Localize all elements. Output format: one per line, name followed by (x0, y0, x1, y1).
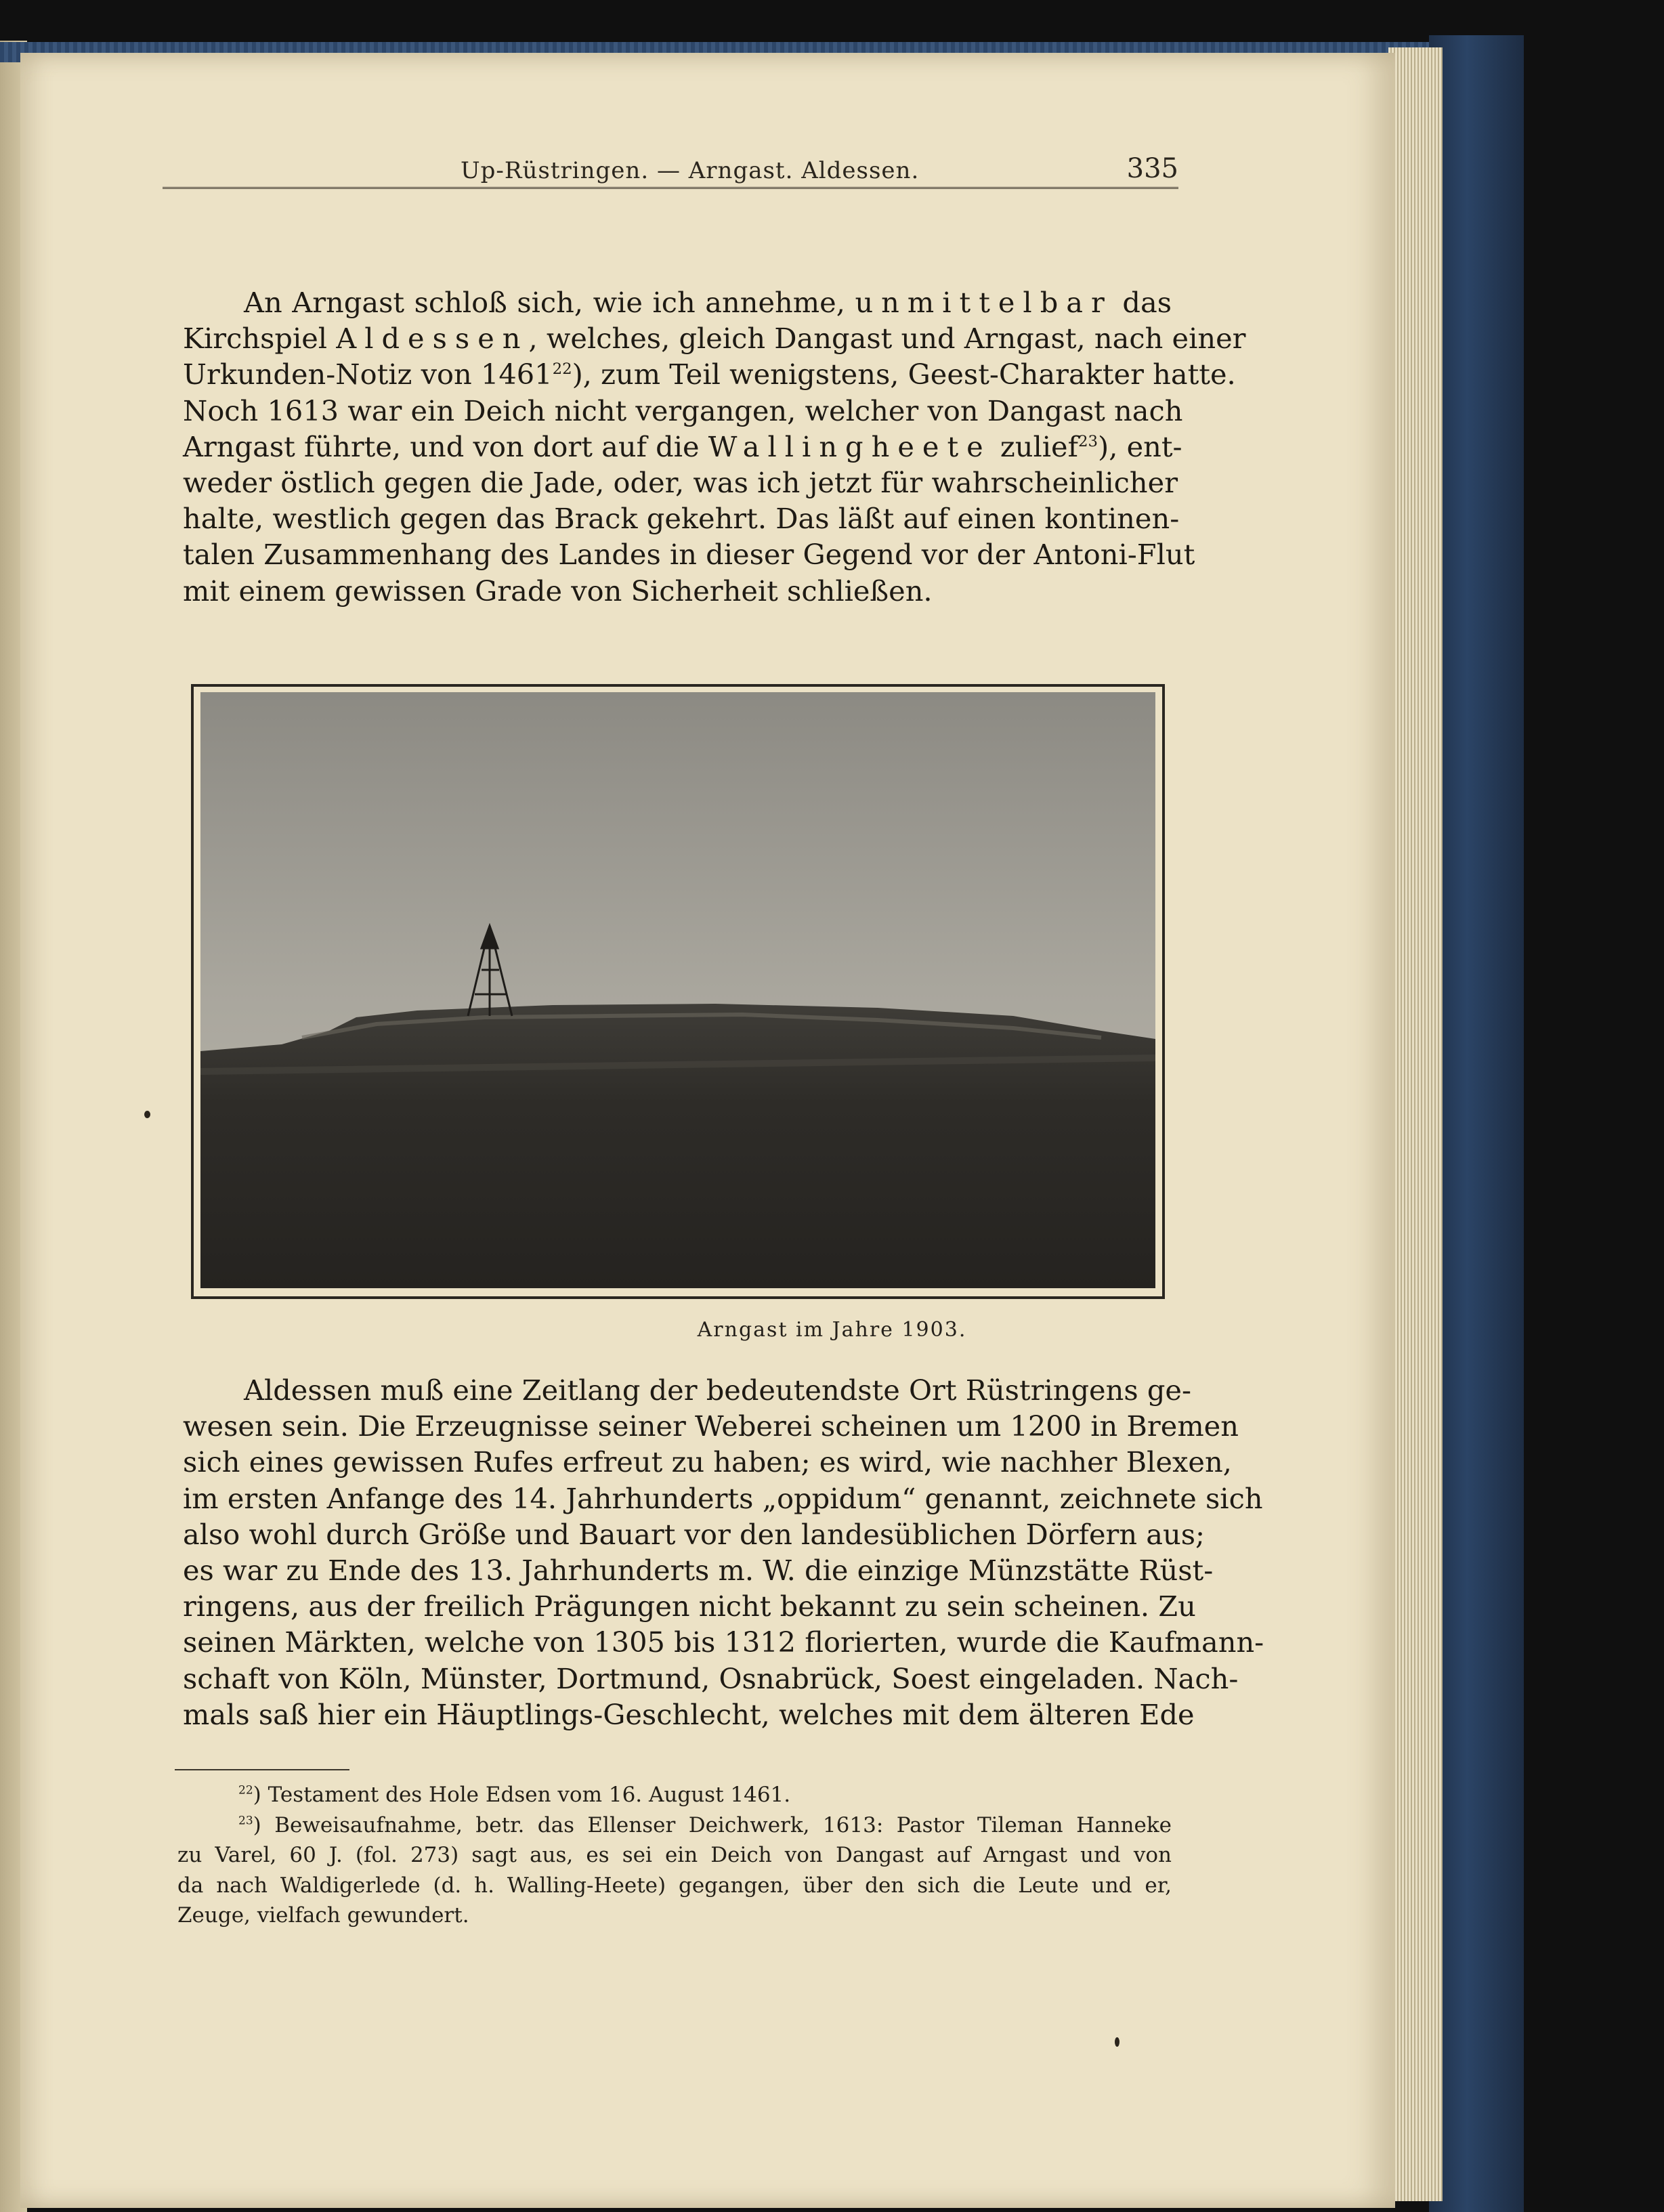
text-line: es war zu Ende des 13. Jahrhunderts m. W. die einzige Münzstätte Rüst- (183, 1554, 1214, 1588)
page-speck (144, 1111, 150, 1118)
paragraph-2 (183, 1372, 1264, 1732)
text-line: seinen Märkten, welche von 1305 bis 1312 florierten, wurde die Kaufmann- (183, 1625, 1264, 1659)
text-line: Aldessen muß eine Zeitlang der bedeutendste Ort Rüstringens ge- (244, 1374, 1191, 1407)
text-line: Noch 1613 war ein Deich nicht vergangen, welcher von Dangast nach (183, 394, 1183, 427)
page-speck (1115, 2037, 1119, 2047)
text-line: Kirchspiel Aldessen, welches, gleich Dangast und Arngast, nach einer (183, 322, 1246, 356)
footnote-23-line: da nach Waldigerlede (d. h. Walling-Heete) gegangen, über den sich die Leute und er, (177, 1873, 1172, 1898)
footnote-23: $^{23}$) Beweisaufnahme, betr. das Ellenser Deichwerk, 1613: Pastor Tileman Hanneke (238, 1812, 1172, 1837)
spaced-emphasis: Wallingheete (708, 429, 991, 463)
text-line: also wohl durch Größe und Bauart vor den landesüblichen Dörfern aus; (183, 1517, 1206, 1551)
footnote-ref-23: 23 (1078, 432, 1098, 450)
footnotes (177, 1780, 1172, 1931)
spaced-emphasis: Aldessen (336, 322, 529, 356)
text-line: mit einem gewissen Grade von Sicherheit schließen. (183, 574, 933, 608)
island-mound (200, 1004, 1155, 1288)
page-number: 335 (1126, 153, 1178, 184)
text-line: Urkunden-Notiz von 1461$^{22}$), zum Teil wenigstens, Geest-Charakter hatte. (183, 358, 1236, 391)
spaced-emphasis: unmittelbar (855, 286, 1113, 319)
text-line: im ersten Anfange des 14. Jahrhunderts „oppidum“ genannt, zeichnete sich (183, 1481, 1263, 1515)
running-head (163, 153, 1178, 189)
paragraph-1 (183, 284, 1246, 609)
text-line: wesen sein. Die Erzeugnisse seiner Weberei scheinen um 1200 in Bremen (183, 1409, 1239, 1443)
photo-figure (191, 684, 1165, 1299)
photo-arngast (200, 692, 1155, 1288)
text-line: mals saß hier ein Häuptlings-Geschlecht, welches mit dem älteren Ede (183, 1697, 1195, 1731)
footnote-23-line: Zeuge, vielfach gewundert. (177, 1903, 469, 1928)
book-cover-right (1429, 35, 1524, 2212)
text-line: ringens, aus der freilich Prägungen nicht bekannt zu sein scheinen. Zu (183, 1590, 1196, 1623)
text-line: An Arngast schloß sich, wie ich annehme, unmittelbar das (244, 286, 1172, 319)
text-line: Arngast führte, und von dort auf die Wallingheete zulief$^{23}$), ent- (183, 429, 1182, 463)
text-line: weder östlich gegen die Jade, oder, was ich jetzt für wahrscheinlicher (183, 466, 1178, 500)
figure-caption: Arngast im Jahre 1903. (697, 1318, 967, 1342)
running-head-title: Up-Rüstringen. — Arngast. Aldessen. (461, 157, 920, 184)
text-line: schaft von Köln, Münster, Dortmund, Osnabrück, Soest eingeladen. Nach- (183, 1661, 1239, 1695)
page-edges (1388, 47, 1443, 2201)
footnote-ref-22: 22 (552, 360, 572, 379)
footnote-separator (175, 1769, 349, 1770)
footnote-22: $^{22}$) Testament des Hole Edsen vom 16. August 1461. (238, 1783, 791, 1807)
text-line: sich eines gewissen Rufes erfreut zu haben; es wird, wie nachher Blexen, (183, 1445, 1232, 1479)
footnote-23-line: zu Varel, 60 J. (fol. 273) sagt aus, es sei ein Deich von Dangast auf Arngast und von (177, 1843, 1172, 1867)
text-line: halte, westlich gegen das Brack gekehrt. Das läßt auf einen kontinen- (183, 502, 1180, 536)
text-line: talen Zusammenhang des Landes in dieser Gegend vor der Antoni-Flut (183, 538, 1195, 572)
